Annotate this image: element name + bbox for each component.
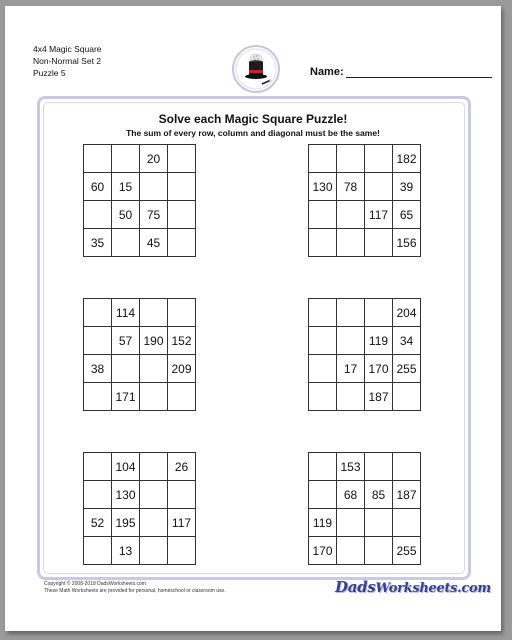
grid-cell-blank[interactable] [168,383,196,411]
grid-row [309,173,421,201]
name-label: Name: [310,66,344,78]
grid-cell-blank[interactable] [140,453,168,481]
name-blank-line[interactable] [346,66,492,78]
grid-cell-given: 255 [393,537,421,565]
grid-row [84,173,196,201]
grid-row [309,481,421,509]
grid-cell-blank[interactable] [140,509,168,537]
grid-cell-blank[interactable] [365,145,393,173]
grid-cell-given: 75 [140,201,168,229]
worksheet-info [33,43,102,79]
grid-cell-given: 65 [393,201,421,229]
grid-cell-given: 20 [140,145,168,173]
grid-cell-blank[interactable] [365,299,393,327]
grid-cell-blank[interactable] [309,299,337,327]
grid-cell-blank[interactable] [84,327,112,355]
grid-cell-blank[interactable] [112,145,140,173]
grid-cell-given: 26 [168,453,196,481]
grid-cell-blank[interactable] [393,453,421,481]
grid-row [309,201,421,229]
grid-cell-blank[interactable] [309,145,337,173]
magic-square-grid [83,144,196,257]
grid-row [309,509,421,537]
grid-cell-blank[interactable] [168,145,196,173]
grid-cell-given: 38 [84,355,112,383]
grid-cell-blank[interactable] [393,509,421,537]
grid-row [84,229,196,257]
grid-cell-blank[interactable] [337,537,365,565]
grid-row [84,145,196,173]
magic-square-grid [308,452,421,565]
worksheet-title: Solve each Magic Square Puzzle! [158,112,348,126]
grid-cell-blank[interactable] [393,383,421,411]
grid-row [84,481,196,509]
grid-cell-blank[interactable] [365,537,393,565]
grid-cell-given: 119 [309,509,337,537]
magic-square-grid [83,452,196,565]
grid-row [309,299,421,327]
grid-row [84,299,196,327]
grid-cell-given: 68 [337,481,365,509]
grid-row [84,537,196,565]
grid-cell-blank[interactable] [84,145,112,173]
grid-row [309,453,421,481]
grid-cell-blank[interactable] [337,201,365,229]
grid-cell-blank[interactable] [168,229,196,257]
grid-cell-blank[interactable] [337,229,365,257]
grid-cell-blank[interactable] [168,173,196,201]
grid-row [84,383,196,411]
grid-cell-given: 209 [168,355,196,383]
grid-cell-given: 170 [309,537,337,565]
grid-cell-blank[interactable] [84,453,112,481]
grid-cell-blank[interactable] [309,355,337,383]
grid-cell-given: 13 [112,537,140,565]
grid-row [84,509,196,537]
grid-cell-given: 78 [337,173,365,201]
grid-cell-blank[interactable] [337,509,365,537]
grid-cell-given: 57 [112,327,140,355]
grid-cell-given: 170 [365,355,393,383]
grid-cell-blank[interactable] [168,481,196,509]
grid-cell-given: 39 [393,173,421,201]
brand-logo: DadsWorksheets.com [335,578,491,596]
grid-cell-blank[interactable] [84,383,112,411]
grid-row [309,355,421,383]
grid-cell-blank[interactable] [309,201,337,229]
grid-row [309,537,421,565]
grid-cell-blank[interactable] [309,481,337,509]
grid-cell-blank[interactable] [337,299,365,327]
magic-hat-icon [231,44,281,94]
grid-cell-given: 104 [112,453,140,481]
grid-cell-given: 255 [393,355,421,383]
magic-square-grid [83,298,196,411]
worksheet-type: 4x4 Magic Square [33,44,102,54]
grid-cell-blank[interactable] [140,173,168,201]
grid-cell-blank[interactable] [140,299,168,327]
grid-cell-blank[interactable] [365,229,393,257]
grid-cell-blank[interactable] [112,355,140,383]
magic-square-grid [308,298,421,411]
grid-cell-given: 15 [112,173,140,201]
grid-cell-blank[interactable] [84,481,112,509]
grid-cell-blank[interactable] [168,201,196,229]
grid-cell-given: 171 [112,383,140,411]
grid-cell-given: 60 [84,173,112,201]
grid-cell-blank[interactable] [309,453,337,481]
grid-cell-blank[interactable] [365,453,393,481]
grid-cell-given: 130 [309,173,337,201]
grid-cell-blank[interactable] [168,299,196,327]
grid-row [84,453,196,481]
grid-cell-given: 187 [393,481,421,509]
grid-cell-given: 114 [112,299,140,327]
grid-cell-given: 50 [112,201,140,229]
magic-square-grid [308,144,421,257]
grid-cell-blank[interactable] [84,537,112,565]
grid-row [309,229,421,257]
grid-cell-given: 182 [393,145,421,173]
grid-cell-blank[interactable] [168,537,196,565]
grid-cell-blank[interactable] [337,383,365,411]
usage-note: These Math Worksheets are provided for personal, homeschool or classroom use. [44,588,226,594]
grid-cell-given: 119 [365,327,393,355]
grid-cell-given: 190 [140,327,168,355]
grid-cell-given: 85 [365,481,393,509]
grid-row [84,355,196,383]
name-field[interactable] [310,66,492,78]
grid-cell-blank[interactable] [337,327,365,355]
copyright-text: Copyright © 2008-2018 DadsWorksheets.com [44,581,146,587]
grid-cell-given: 34 [393,327,421,355]
grid-cell-given: 117 [168,509,196,537]
worksheet-instructions: The sum of every row, column and diagonal must be the same! [126,128,380,138]
grid-row [84,201,196,229]
grid-cell-blank[interactable] [84,299,112,327]
grid-cell-given: 195 [112,509,140,537]
grid-cell-blank[interactable] [365,509,393,537]
grid-row [309,327,421,355]
grid-cell-blank[interactable] [309,383,337,411]
grid-cell-given: 156 [393,229,421,257]
grid-cell-given: 130 [112,481,140,509]
worksheet-set: Non-Normal Set 2 [33,56,102,66]
grid-row [309,383,421,411]
grid-row [84,327,196,355]
footer [44,581,226,595]
grid-cell-given: 45 [140,229,168,257]
worksheet-page [5,6,501,631]
grid-cell-given: 187 [365,383,393,411]
grid-cell-blank[interactable] [112,229,140,257]
grid-row [309,145,421,173]
grid-cell-blank[interactable] [140,383,168,411]
puzzle-number: Puzzle 5 [33,68,66,78]
grid-cell-blank[interactable] [140,481,168,509]
grid-cell-given: 153 [337,453,365,481]
grid-cell-given: 152 [168,327,196,355]
grid-cell-given: 204 [393,299,421,327]
grid-cell-given: 52 [84,509,112,537]
grid-cell-given: 35 [84,229,112,257]
grid-cell-blank[interactable] [140,355,168,383]
grid-cell-given: 117 [365,201,393,229]
grid-cell-blank[interactable] [84,201,112,229]
grid-cell-given: 17 [337,355,365,383]
grid-cell-blank[interactable] [309,229,337,257]
grid-cell-blank[interactable] [365,173,393,201]
grid-cell-blank[interactable] [140,537,168,565]
grid-cell-blank[interactable] [309,327,337,355]
grid-cell-blank[interactable] [337,145,365,173]
